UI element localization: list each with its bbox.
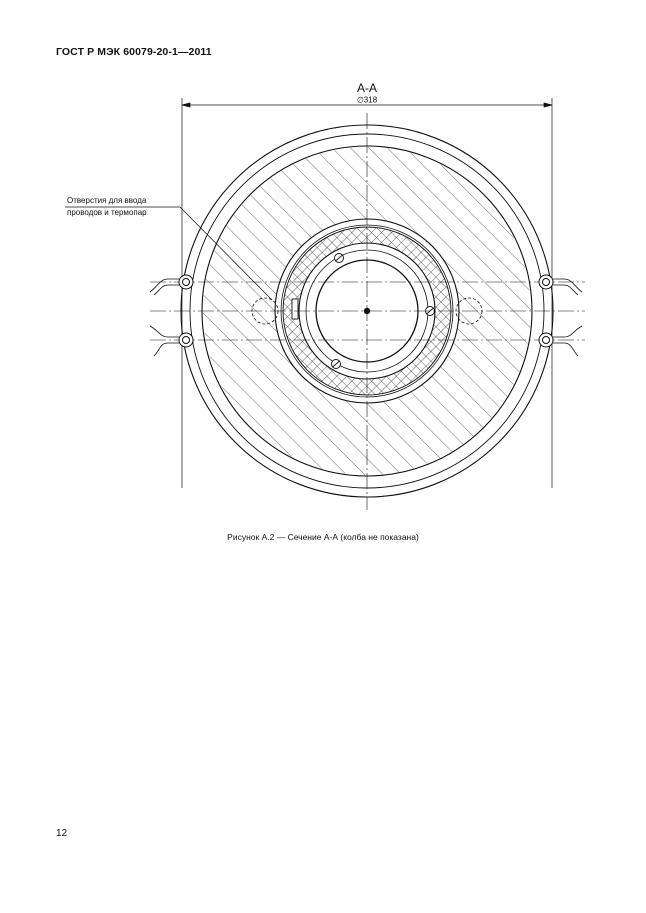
centre-point: [364, 308, 370, 314]
callout-label-line2: проводов и термопар: [67, 208, 147, 217]
callout-label-line1: Отверстия для ввода: [67, 196, 147, 205]
page-number: 12: [56, 828, 68, 839]
figure-caption: Рисунок А.2 — Сечение А-А (колба не показана): [227, 532, 419, 542]
